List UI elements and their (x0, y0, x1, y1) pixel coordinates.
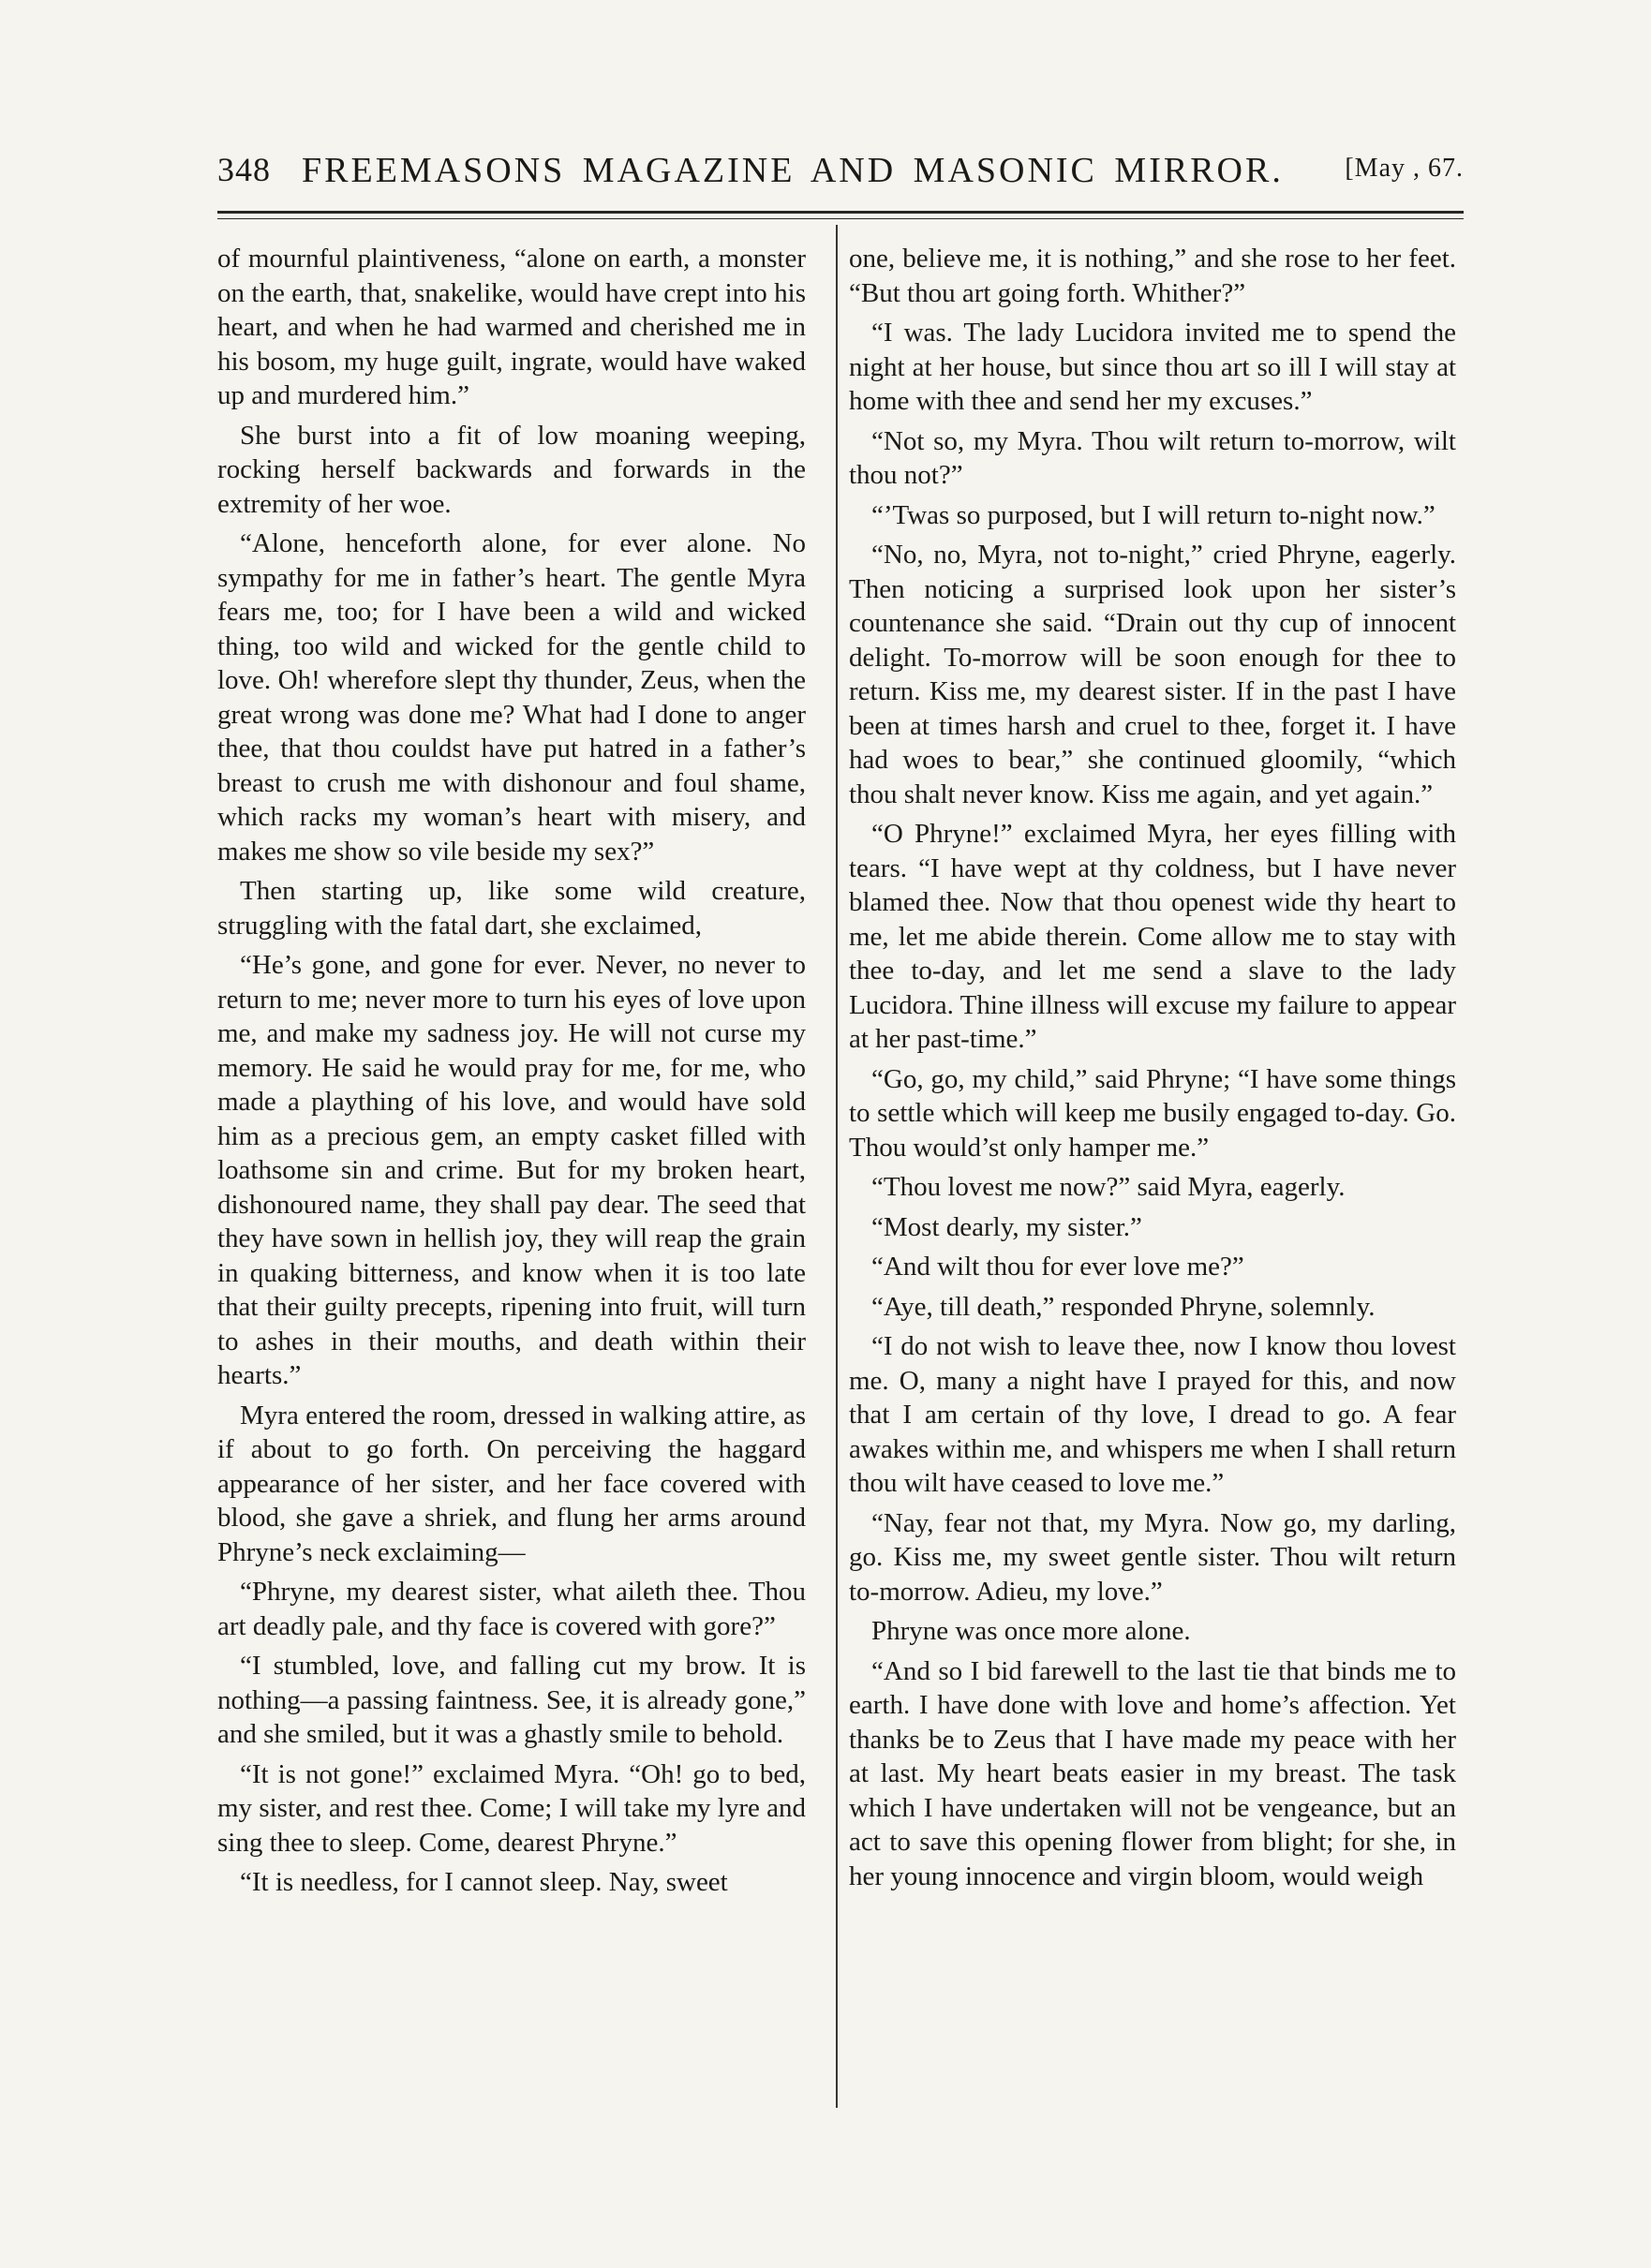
paragraph: “No, no, Myra, not to-night,” cried Phryne, eagerly. Then noticing a surprised look upon her sister’s countenance she said. “Drain out thy cup of innocent delight. To-morrow will be soon enough for thee to return. Kiss me, my dearest sister. If in the past I have been at times harsh and cruel to thee, forget it. I have had woes to bear,” she continued gloomily, “which thou shalt never know. Kiss me again, and yet again.” (849, 540, 1456, 809)
paragraph: “I was. The lady Lucidora invited me to spend the night at her house, but since thou art so ill I will stay at home with thee and send her my excuses.” (849, 318, 1456, 416)
paragraph: one, believe me, it is nothing,” and she rose to her feet. “But thou art going forth. Whither?” (849, 244, 1456, 308)
issue-date: [May , 67. (1345, 154, 1464, 183)
right-column (849, 242, 1456, 1899)
paragraph: “Alone, henceforth alone, for ever alone. No sympathy for me in father’s heart. The gentle Myra fears me, too; for I have been a wild and wicked thing, too wild and wicked for the gentle child to love. Oh! wherefore slept thy thunder, Zeus, when the great wrong was done me? What had I done to anger thee, that thou couldst have put hatred in a father’s breast to crush me with dishonour and foul shame, which racks my woman’s heart with misery, and makes me show so vile beside my sex?” (217, 528, 806, 867)
page-header (217, 150, 1464, 206)
page-number: 348 (217, 151, 271, 188)
running-title: FREEMASONS MAGAZINE AND MASONIC MIRROR. (302, 151, 1284, 190)
paragraph: “And so I bid farewell to the last tie that binds me to earth. I have done with love and home’s affection. Yet thanks be to Zeus that I have made my peace with her at last. My heart beats easier in my breast. The task which I have undertaken will not be vengeance, but an act to save this opening flower from blight; for she, in her young innocence and virgin bloom, would weigh (849, 1655, 1456, 1891)
paragraph: “Nay, fear not that, my Myra. Now go, my darling, go. Kiss me, my sweet gentle sister. Thou wilt return to-morrow. Adieu, my love.” (849, 1507, 1456, 1607)
column-divider (836, 225, 838, 2108)
paragraph: “He’s gone, and gone for ever. Never, no never to return to me; never more to turn his eyes of love upon me, and make my sadness joy. He will not curse my memory. He said he would pray for me, for me, who made a plaything of his love, and would have sold him as a precious gem, an empty casket filled with loathsome sin and crime. But for my broken heart, dishonoured name, they shall pay dear. The seed that they have sown in hellish joy, they will reap the grain in quaking bitterness, and know when it is too late that their guilty precepts, ripening into fruit, will turn to ashes in their mouths, and death within their hearts.” (217, 950, 806, 1390)
paragraph: “Thou lovest me now?” said Myra, eagerly. (871, 1172, 1346, 1202)
paragraph: Phryne was once more alone. (871, 1616, 1191, 1646)
paragraph: She burst into a fit of low moaning weeping, rocking herself backwards and forwards in the extremity of her woe. (217, 420, 806, 519)
paragraph: “O Phryne!” exclaimed Myra, her eyes filling with tears. “I have wept at thy coldness, but I have never blamed thee. Now that thou openest wide thy heart to me, let me abide therein. Come allow me to stay with thee to-day, and let me send a slave to the lady Lucidora. Thine illness will excuse my failure to appear at her past-time.” (849, 819, 1456, 1054)
paragraph: “Most dearly, my sister.” (871, 1211, 1142, 1242)
paragraph: “Go, go, my child,” said Phryne; “I have some things to settle which will keep me busily engaged to-day. Go. Thou would’st only hamper me.” (849, 1063, 1456, 1163)
header-rule-thin (217, 218, 1464, 219)
paragraph: Then starting up, like some wild creature, struggling with the fatal dart, she exclaimed, (217, 876, 806, 941)
paragraph: “’Twas so purposed, but I will return to-night now.” (871, 499, 1435, 530)
paragraph: Myra entered the room, dressed in walking attire, as if about to go forth. On perceiving the haggard appearance of her sister, and her face covered with blood, she gave a shriek, and flung her arms around Phryne’s neck exclaiming— (217, 1400, 806, 1567)
paragraph: “I do not wish to leave thee, now I know thou lovest me. O, many a night have I prayed for this, and now that I am certain of thy love, I dread to go. A fear awakes within me, and whispers me when I shall return thou wilt have ceased to love me.” (849, 1331, 1456, 1498)
paragraph: “Not so, my Myra. Thou wilt return to-morrow, wilt thou not?” (849, 425, 1456, 490)
paragraph: “And wilt thou for ever love me?” (871, 1252, 1244, 1282)
header-rule-thick (217, 211, 1464, 214)
paragraph: “Aye, till death,” responded Phryne, solemnly. (871, 1291, 1376, 1322)
left-column (217, 242, 806, 1905)
paragraph: “I stumbled, love, and falling cut my brow. It is nothing—a passing faintness. See, it is already gone,” and she smiled, but it was a ghastly smile to behold. (217, 1651, 806, 1749)
paragraph: “Phryne, my dearest sister, what aileth thee. Thou art deadly pale, and thy face is covered with gore?” (217, 1577, 806, 1641)
paragraph: “It is not gone!” exclaimed Myra. “Oh! go to bed, my sister, and rest thee. Come; I will take my lyre and sing thee to sleep. Come, dearest Phryne.” (217, 1758, 806, 1858)
paragraph: of mournful plaintiveness, “alone on earth, a monster on the earth, that, snakelike, would have crept into his heart, and when he had warmed and cherished me in his bosom, my huge guilt, ingrate, would have waked up and murdered him.” (217, 244, 806, 410)
paragraph: “It is needless, for I cannot sleep. Nay, sweet (240, 1867, 728, 1897)
